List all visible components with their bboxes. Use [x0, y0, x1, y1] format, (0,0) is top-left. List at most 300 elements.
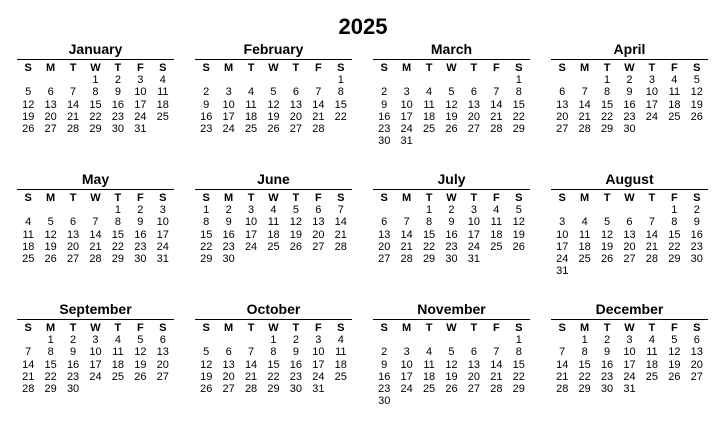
weekday-label: W [624, 192, 635, 204]
day-cell: 24 [467, 240, 481, 253]
day-cell: 25 [22, 253, 35, 266]
day-cell: 23 [445, 240, 458, 253]
day-cell: 3 [403, 346, 410, 359]
weekday-label: M [402, 192, 412, 204]
empty-cell [39, 204, 61, 216]
day-cell: 6 [70, 216, 77, 229]
day-cell: 25 [111, 370, 125, 383]
weekday-label: F [136, 192, 144, 204]
empty-cell [17, 74, 39, 86]
month-name: June [195, 171, 352, 190]
weekday-label: W [624, 62, 635, 74]
day-cell: 20 [222, 370, 235, 383]
weekday-label: M [580, 192, 590, 204]
day-cell: 1 [203, 204, 210, 217]
day-cell: 4 [25, 216, 32, 229]
day-cell: 27 [66, 253, 80, 266]
day-cell: 24 [156, 240, 169, 253]
day-cell: 2 [448, 204, 455, 217]
day-cell: 14 [578, 98, 591, 111]
day-cell: 12 [600, 228, 614, 241]
day-cell: 22 [512, 370, 525, 383]
day-cell: 15 [267, 358, 280, 371]
day-cell: 29 [668, 253, 681, 266]
day-cell: 20 [690, 358, 703, 371]
empty-cell [573, 74, 595, 86]
empty-cell [440, 334, 462, 346]
day-cell: 22 [422, 240, 436, 253]
day-cell: 16 [222, 228, 235, 241]
day-cell: 11 [335, 346, 347, 359]
day-cell: 16 [445, 228, 458, 241]
empty-cell [373, 204, 395, 216]
day-cell: 27 [44, 123, 57, 136]
weekday-label: W [90, 62, 101, 74]
day-cell: 18 [645, 358, 659, 371]
day-cell: 30 [66, 383, 80, 396]
day-cell: 16 [378, 110, 391, 123]
day-cell: 28 [556, 383, 569, 396]
day-cell: 26 [445, 383, 458, 396]
weekday-label: S [380, 62, 388, 74]
day-cell: 22 [200, 240, 213, 253]
day-cell: 2 [604, 334, 611, 347]
day-cell: 10 [134, 86, 147, 99]
weekday-label: T [69, 322, 77, 334]
day-cell: 29 [111, 253, 125, 266]
day-cell: 26 [445, 123, 458, 136]
day-cell: 23 [200, 123, 213, 136]
weekday-label: S [380, 192, 388, 204]
day-cell: 9 [137, 216, 144, 229]
day-cell: 2 [292, 334, 299, 347]
day-cell: 25 [490, 240, 503, 253]
day-cell: 13 [312, 216, 325, 229]
day-cell: 15 [578, 358, 591, 371]
day-cell: 5 [47, 216, 54, 229]
day-cell: 10 [89, 346, 102, 359]
day-cell: 9 [626, 86, 633, 99]
day-cell: 11 [578, 228, 591, 241]
day-cell: 2 [137, 204, 144, 217]
weekday-label: F [670, 62, 678, 74]
empty-cell [240, 334, 262, 346]
day-cell: 21 [645, 240, 659, 253]
day-cell: 10 [244, 216, 258, 229]
day-cell: 31 [400, 135, 413, 148]
day-cell: 25 [578, 253, 591, 266]
day-cell: 29 [512, 383, 525, 396]
day-cell: 7 [25, 346, 32, 359]
weekday-label: M [46, 62, 56, 74]
day-cell: 21 [66, 110, 80, 123]
month-name: October [195, 301, 352, 320]
day-cell: 31 [467, 253, 481, 266]
day-cell: 16 [289, 358, 303, 371]
empty-cell [195, 334, 217, 346]
day-cell: 18 [490, 228, 503, 241]
day-cell: 9 [693, 216, 700, 229]
day-cell: 29 [44, 383, 57, 396]
day-cell: 28 [645, 253, 659, 266]
weekday-label: S [24, 192, 32, 204]
weekday-label: S [24, 322, 32, 334]
day-cell: 6 [47, 86, 54, 99]
empty-cell [195, 74, 217, 86]
month-name: November [373, 301, 530, 320]
day-cell: 14 [22, 358, 35, 371]
month-name: April [551, 41, 708, 60]
weekday-label: S [202, 322, 210, 334]
day-cell: 22 [44, 370, 57, 383]
day-cell: 19 [445, 370, 458, 383]
day-cell: 14 [490, 358, 503, 371]
weekday-label: T [470, 62, 478, 74]
day-cell: 27 [467, 383, 481, 396]
weekday-label: T [114, 322, 122, 334]
empty-cell [463, 334, 485, 346]
day-cell: 1 [47, 334, 54, 347]
day-cell: 16 [600, 358, 614, 371]
day-cell: 16 [200, 110, 213, 123]
weekday-label: M [402, 62, 412, 74]
day-cell: 30 [623, 123, 636, 136]
weekday-label: S [24, 62, 32, 74]
day-cell: 15 [200, 228, 213, 241]
day-cell: 18 [267, 228, 280, 241]
month-march [373, 41, 530, 147]
empty-cell [551, 334, 573, 346]
day-cell: 4 [159, 74, 166, 87]
day-cell: 2 [381, 86, 388, 99]
day-cell: 17 [89, 358, 102, 371]
day-cell: 24 [623, 370, 636, 383]
day-cell: 12 [445, 358, 458, 371]
month-may [17, 171, 174, 265]
day-cell: 15 [512, 358, 525, 371]
day-cell: 10 [645, 86, 659, 99]
day-cell: 6 [626, 216, 633, 229]
day-cell: 22 [334, 110, 347, 123]
day-cell: 15 [89, 98, 102, 111]
empty-cell [641, 204, 663, 216]
day-cell: 23 [111, 110, 125, 123]
day-cell: 7 [648, 216, 655, 229]
day-cell: 30 [600, 383, 614, 396]
weekday-label: T [292, 62, 300, 74]
day-cell: 9 [70, 346, 77, 359]
empty-cell [551, 204, 573, 216]
day-cell: 25 [645, 370, 659, 383]
day-cell: 7 [315, 86, 322, 99]
day-cell: 28 [490, 383, 503, 396]
day-cell: 11 [22, 228, 34, 241]
day-cell: 6 [315, 204, 322, 217]
day-cell: 30 [378, 395, 391, 408]
weekday-label: W [624, 322, 635, 334]
day-cell: 28 [490, 123, 503, 136]
weekday-label: T [292, 322, 300, 334]
day-cell: 11 [490, 216, 503, 229]
day-cell: 31 [556, 265, 569, 278]
day-cell: 6 [559, 86, 566, 99]
day-cell: 19 [200, 370, 213, 383]
day-cell: 31 [623, 383, 636, 396]
day-cell: 27 [623, 253, 636, 266]
month-name: March [373, 41, 530, 60]
day-cell: 10 [623, 346, 636, 359]
day-cell: 28 [244, 383, 258, 396]
day-cell: 12 [44, 228, 57, 241]
day-cell: 23 [690, 240, 703, 253]
empty-cell [395, 204, 417, 216]
day-cell: 23 [623, 110, 636, 123]
day-cell: 26 [44, 253, 57, 266]
day-cell: 20 [467, 110, 481, 123]
day-cell: 5 [693, 74, 700, 87]
day-cell: 12 [445, 98, 458, 111]
weekday-label: S [337, 322, 345, 334]
day-cell: 24 [89, 370, 102, 383]
day-cell: 5 [448, 86, 455, 99]
day-cell: 4 [671, 74, 678, 87]
day-cell: 24 [400, 123, 413, 136]
day-cell: 22 [111, 240, 125, 253]
day-cell: 17 [134, 98, 147, 111]
day-cell: 9 [381, 98, 388, 111]
day-cell: 12 [200, 358, 213, 371]
month-name: September [17, 301, 174, 320]
weekday-label: W [268, 62, 279, 74]
day-cell: 13 [690, 346, 703, 359]
day-cell: 21 [22, 370, 35, 383]
day-cell: 20 [312, 228, 325, 241]
day-cell: 21 [400, 240, 413, 253]
weekday-label: M [224, 192, 234, 204]
day-cell: 27 [378, 253, 391, 266]
day-grid [17, 192, 174, 265]
day-cell: 7 [403, 216, 410, 229]
day-cell: 25 [156, 110, 169, 123]
month-name: December [551, 301, 708, 320]
day-cell: 2 [381, 346, 388, 359]
day-cell: 25 [668, 110, 681, 123]
day-cell: 21 [556, 370, 569, 383]
day-cell: 15 [334, 98, 347, 111]
day-cell: 13 [467, 358, 481, 371]
weekday-label: M [224, 322, 234, 334]
day-cell: 22 [512, 110, 525, 123]
day-cell: 26 [668, 370, 681, 383]
day-cell: 10 [312, 346, 325, 359]
day-cell: 5 [448, 346, 455, 359]
empty-cell [618, 204, 640, 216]
weekday-label: W [268, 322, 279, 334]
weekday-label: T [247, 62, 255, 74]
day-cell: 25 [244, 123, 258, 136]
day-cell: 9 [604, 346, 611, 359]
day-cell: 2 [114, 74, 121, 87]
day-cell: 22 [600, 110, 614, 123]
day-cell: 20 [44, 110, 57, 123]
day-cell: 8 [114, 216, 121, 229]
day-cell: 9 [381, 358, 388, 371]
day-cell: 2 [693, 204, 700, 217]
weekday-label: S [337, 62, 345, 74]
day-cell: 7 [248, 346, 255, 359]
day-cell: 19 [22, 110, 35, 123]
day-grid [195, 322, 352, 395]
weekday-label: T [603, 62, 611, 74]
day-cell: 3 [626, 334, 633, 347]
day-cell: 17 [312, 358, 325, 371]
day-cell: 8 [581, 346, 588, 359]
day-cell: 30 [222, 253, 235, 266]
day-cell: 10 [400, 98, 413, 111]
day-cell: 7 [559, 346, 566, 359]
weekday-label: M [46, 192, 56, 204]
day-cell: 12 [668, 346, 681, 359]
weekday-label: W [90, 322, 101, 334]
day-cell: 19 [267, 110, 280, 123]
weekday-label: S [693, 192, 701, 204]
day-cell: 5 [270, 86, 277, 99]
day-cell: 20 [623, 240, 636, 253]
day-cell: 19 [289, 228, 303, 241]
day-cell: 27 [690, 370, 703, 383]
day-grid [373, 322, 530, 407]
day-cell: 13 [222, 358, 235, 371]
day-cell: 3 [559, 216, 566, 229]
day-cell: 2 [225, 204, 232, 217]
day-cell: 30 [111, 123, 125, 136]
day-grid [373, 62, 530, 147]
weekday-label: F [670, 192, 678, 204]
month-name: August [551, 171, 708, 190]
day-cell: 14 [400, 228, 413, 241]
empty-cell [62, 204, 84, 216]
day-cell: 17 [400, 370, 413, 383]
weekday-label: F [492, 322, 500, 334]
day-cell: 8 [671, 216, 678, 229]
day-cell: 28 [400, 253, 413, 266]
day-cell: 22 [668, 240, 681, 253]
day-cell: 19 [445, 110, 458, 123]
day-cell: 12 [267, 98, 280, 111]
month-name: January [17, 41, 174, 60]
empty-cell [84, 204, 106, 216]
day-cell: 19 [134, 358, 147, 371]
month-august [551, 171, 708, 277]
day-cell: 24 [222, 123, 235, 136]
weekday-label: F [492, 192, 500, 204]
day-cell: 15 [422, 228, 436, 241]
empty-cell [485, 334, 507, 346]
day-cell: 14 [490, 98, 503, 111]
month-september [17, 301, 174, 395]
day-cell: 5 [515, 204, 522, 217]
day-cell: 27 [289, 123, 303, 136]
day-cell: 12 [134, 346, 147, 359]
weekday-label: T [648, 322, 656, 334]
weekday-label: T [247, 322, 255, 334]
weekday-label: M [224, 62, 234, 74]
day-cell: 21 [490, 110, 503, 123]
month-november [373, 301, 530, 407]
day-cell: 9 [114, 86, 121, 99]
day-cell: 20 [156, 358, 169, 371]
day-cell: 17 [556, 240, 569, 253]
day-cell: 14 [334, 216, 347, 229]
day-cell: 1 [114, 204, 121, 217]
day-cell: 17 [623, 358, 636, 371]
day-cell: 3 [159, 204, 166, 217]
day-cell: 25 [422, 383, 436, 396]
weekday-label: T [69, 62, 77, 74]
day-cell: 24 [134, 110, 147, 123]
day-cell: 19 [690, 98, 703, 111]
day-cell: 7 [337, 204, 344, 217]
day-cell: 18 [334, 358, 347, 371]
day-cell: 17 [645, 98, 659, 111]
day-cell: 30 [289, 383, 303, 396]
empty-cell [596, 204, 618, 216]
day-cell: 4 [114, 334, 121, 347]
day-cell: 26 [600, 253, 614, 266]
empty-cell [17, 334, 39, 346]
day-cell: 6 [292, 86, 299, 99]
day-cell: 13 [156, 346, 169, 359]
weekday-label: W [446, 322, 457, 334]
day-cell: 13 [66, 228, 80, 241]
day-cell: 3 [137, 74, 144, 87]
day-cell: 30 [445, 253, 458, 266]
day-cell: 26 [22, 123, 35, 136]
day-cell: 29 [578, 383, 591, 396]
day-cell: 21 [578, 110, 591, 123]
day-cell: 28 [22, 383, 35, 396]
weekday-label: T [425, 192, 433, 204]
day-cell: 18 [22, 240, 35, 253]
day-cell: 26 [200, 383, 213, 396]
weekday-label: S [558, 62, 566, 74]
weekday-label: T [114, 62, 122, 74]
day-cell: 12 [690, 86, 703, 99]
day-cell: 1 [581, 334, 588, 347]
day-cell: 13 [556, 98, 569, 111]
day-cell: 4 [426, 346, 433, 359]
year-title: 2025 [338, 14, 388, 39]
month-name: May [17, 171, 174, 190]
day-cell: 11 [668, 86, 681, 99]
day-cell: 6 [225, 346, 232, 359]
weekday-label: S [202, 192, 210, 204]
day-cell: 7 [92, 216, 99, 229]
day-cell: 27 [312, 240, 325, 253]
month-december [551, 301, 708, 395]
empty-cell [440, 74, 462, 86]
day-cell: 17 [400, 110, 413, 123]
day-cell: 4 [270, 204, 277, 217]
weekday-label: S [380, 322, 388, 334]
day-cell: 31 [134, 123, 147, 136]
weekday-label: T [470, 322, 478, 334]
day-cell: 24 [400, 383, 413, 396]
day-cell: 17 [222, 110, 235, 123]
day-cell: 24 [244, 240, 258, 253]
month-february [195, 41, 352, 135]
day-cell: 13 [467, 98, 481, 111]
